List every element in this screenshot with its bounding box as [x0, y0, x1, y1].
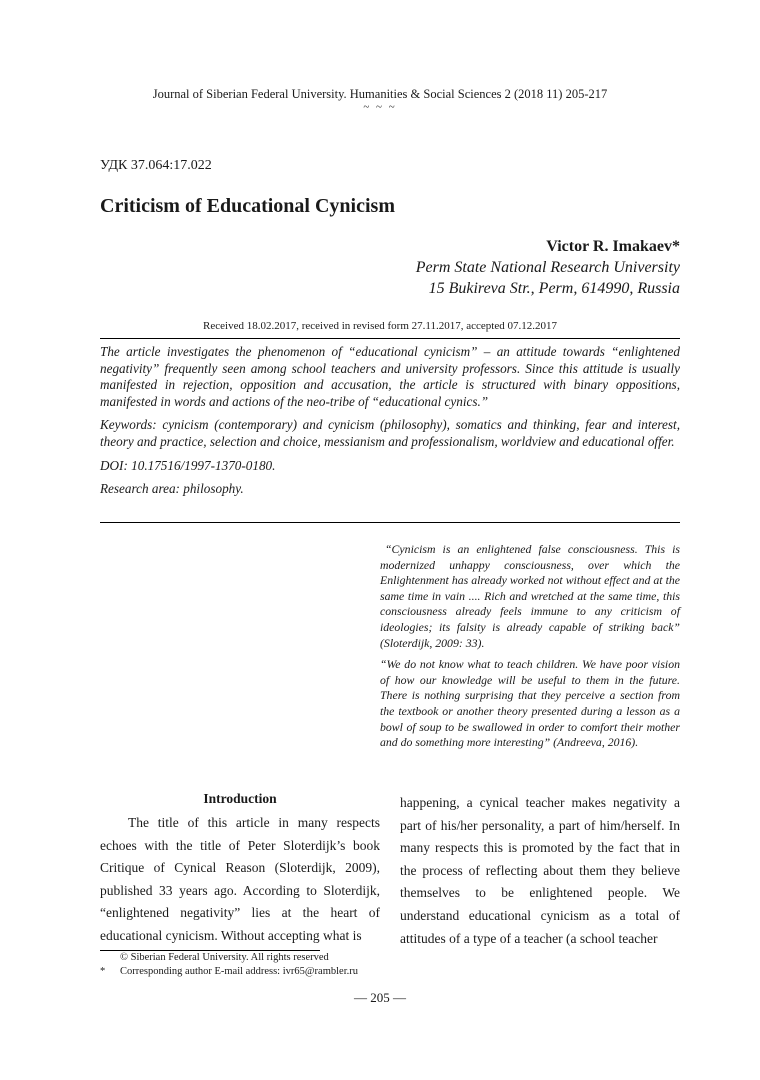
abstract-text: The article investigates the phenomenon of “educational cynicism” – an attitude towards “enlightened negativity” frequently seen among school teachers and university professors. Since this attitude is usually manifested in rejection, opposition and accusation, the article is structured with binary oppositions, manifested in words and actions of the neo-tribe of “educational cynics.” [100, 344, 680, 409]
body-paragraph: happening, a cynical teacher makes negativity a part of his/her personality, a part of him/herself. In many respects this is promoted by the fact that in the process of reflecting about them they believe themselves to be enlightened people. We understand educational cynicism as a total of attitudes of a type of a teacher (a school teacher [400, 795, 680, 946]
footnote-email: Corresponding author E-mail address: ivr65@rambler.ru [120, 966, 358, 977]
footnote-mark: * [100, 966, 106, 977]
author-block [416, 236, 680, 299]
page-number: — 205 — [354, 990, 406, 1005]
author-name: Victor R. Imakaev* [546, 238, 680, 255]
footnote-copyright: © Siberian Federal University. All rights reserved [120, 952, 329, 963]
header-ornament: ~ ~ ~ [363, 101, 397, 113]
epigraph-quote: “Cynicism is an enlightened false consciousness. This is modernized unhappy consciousness, over which the Enlightenment has already worked not without effect and at the same time in vain .... Rich and wretched at the same time, this consciousness already feels immune to any criticism of ideologies; its falsity is already capable of striking back” (Sloterdijk, 2009: 33). [380, 542, 680, 650]
received-dates: Received 18.02.2017, received in revised form 27.11.2017, accepted 07.12.2017 [203, 320, 557, 332]
research-area: Research area: philosophy. [100, 481, 244, 497]
footnote-corresponding [100, 966, 358, 977]
doi: DOI: 10.17516/1997-1370-0180. [100, 457, 276, 473]
section-heading: Introduction [203, 791, 277, 806]
abstract-top-rule [100, 338, 680, 339]
body-column-left [100, 790, 380, 948]
body-paragraph: The title of this article in many respects echoes with the title of Peter Sloterdijk’s book Critique of Cynical Reason (Sloterdijk, 2009), published 33 years ago. According to Sloterdijk, “enlightened negativity” lies at the heart of educational cynicism. Without accepting what is [100, 815, 380, 943]
epigraph-block [380, 542, 680, 757]
journal-header: Journal of Siberian Federal University. Humanities & Social Sciences 2 (2018 11) 205-217 [152, 87, 608, 101]
udk-code: УДК 37.064:17.022 [100, 158, 212, 173]
abstract-bottom-rule [100, 522, 680, 523]
author-address: 15 Bukireva Str., Perm, 614990, Russia [428, 280, 680, 297]
footnote-rule [100, 950, 320, 951]
abstract-block [100, 344, 680, 505]
keywords: Keywords: cynicism (contemporary) and cynicism (philosophy), somatics and thinking, fear and interest, theory and practice, selection and choice, messianism and professionalism, worldview and educational offer. [100, 417, 680, 449]
epigraph-quote: “We do not know what to teach children. We have poor vision of how our knowledge will be useful to them in the future. There is nothing surprising that they perceive a section from the textbook or another theory presented during a lesson as a bowl of soup to be swallowed in order to comfort their mother and do something more interesting” (Andreeva, 2016). [380, 657, 680, 750]
body-column-right [400, 792, 680, 950]
article-title: Criticism of Educational Cynicism [100, 195, 395, 217]
author-affiliation: Perm State National Research University [415, 259, 680, 276]
